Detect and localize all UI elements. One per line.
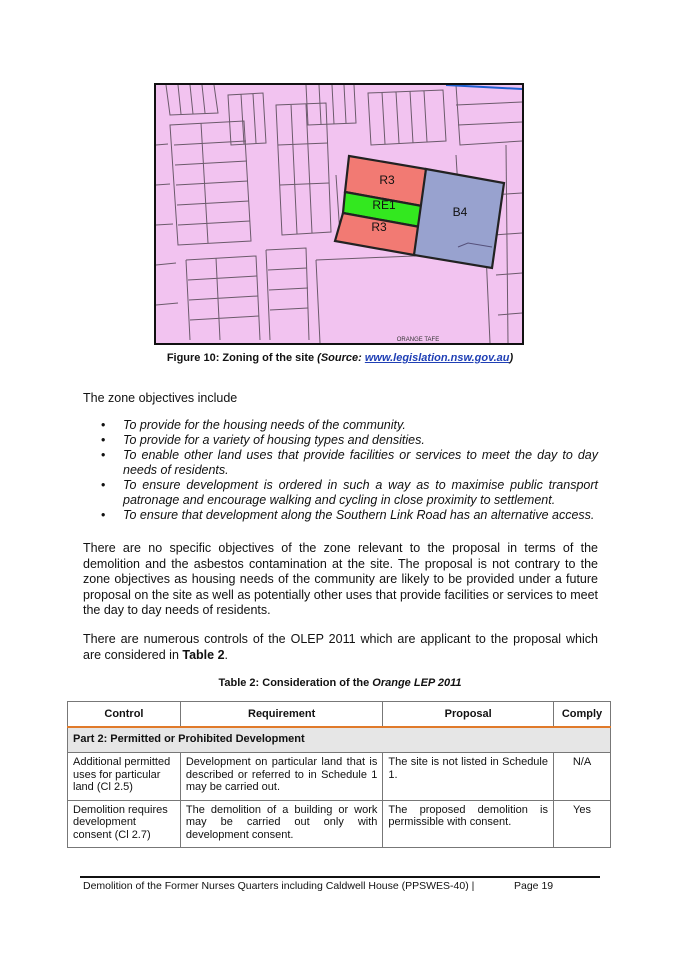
zone-label-r3-bottom: R3 (371, 220, 387, 234)
objective-item: • To ensure that development along the Southern Link Road has an alternative access. (83, 508, 598, 523)
figure-caption (0, 352, 680, 364)
table-row (68, 753, 611, 801)
objectives-list (83, 418, 598, 523)
paragraph-2-text: There are numerous controls of the OLEP 2011 which are applicant to the proposal which are considered in (83, 632, 598, 662)
cell-proposal: The site is not listed in Schedule 1. (383, 753, 554, 801)
body-paragraph-1: There are no specific objectives of the zone relevant to the proposal in terms of the demolition and the asbestos contamination at the site. The proposal is not contrary to the zone objectives as housing needs of the community are likely to be provided under a future proposal on the site as well as potentially other uses that provide facilities or services to meet the day to day needs of residents. (83, 541, 598, 617)
zoning-map-drawing (156, 85, 522, 343)
zone-label-r3-top: R3 (379, 173, 395, 187)
header-comply: Comply (554, 702, 611, 728)
cell-proposal: The proposed demolition is permissible with consent. (383, 800, 554, 848)
table-caption (0, 677, 680, 689)
cell-control: Additional permitted uses for particular land (Cl 2.5) (68, 753, 181, 801)
figure-caption-source-label: (Source: (317, 352, 362, 364)
figure-caption-title: Figure 10: Zoning of the site (166, 352, 315, 364)
map-place-label: ORANGE TAFE (396, 337, 440, 343)
header-requirement: Requirement (180, 702, 383, 728)
cell-comply: N/A (554, 753, 611, 801)
paragraph-2-end: . (224, 647, 229, 662)
cell-comply: Yes (554, 800, 611, 848)
objective-item: • To enable other land uses that provide facilities or services to meet the day to day needs of residents. (83, 448, 598, 478)
cell-requirement: Development on particular land that is described or referred to in Schedule 1 may be carried out. (180, 753, 383, 801)
table-header-row (68, 702, 611, 728)
figure-caption-suffix: ) (509, 352, 514, 364)
objective-item: • To ensure development is ordered in such a way as to maximise public transport patronage and encourage walking and cycling in close proximity to settlement. (83, 478, 598, 508)
table-reference: Table 2 (182, 647, 225, 662)
zone-label-re1: RE1 (372, 198, 396, 212)
zone-label-b4: B4 (452, 205, 468, 219)
table-row (68, 800, 611, 848)
section-title: Part 2: Permitted or Prohibited Development (68, 727, 611, 753)
table-caption-title: Table 2: Consideration of the (218, 677, 370, 689)
page-number: Page 19 (514, 880, 554, 892)
page-footer (83, 880, 554, 892)
figure-source-link[interactable]: www.legislation.nsw.gov.au (364, 352, 510, 364)
cell-control: Demolition requires development consent (Cl 2.7) (68, 800, 181, 848)
section-row (68, 727, 611, 753)
cell-requirement: The demolition of a building or work may be carried out only with development consent. (180, 800, 383, 848)
header-proposal: Proposal (383, 702, 554, 728)
objective-item: • To provide for the housing needs of the community. (83, 418, 598, 433)
table-caption-italic: Orange LEP 2011 (372, 677, 462, 689)
footer-divider (80, 876, 600, 878)
zoning-map (154, 83, 524, 345)
objective-item: • To provide for a variety of housing types and densities. (83, 433, 598, 448)
objectives-intro: The zone objectives include (83, 391, 238, 405)
footer-title: Demolition of the Former Nurses Quarters including Caldwell House (PPSWES-40) | (83, 880, 475, 892)
controls-table (67, 701, 611, 848)
body-paragraph-2 (83, 632, 598, 663)
header-control: Control (68, 702, 181, 728)
